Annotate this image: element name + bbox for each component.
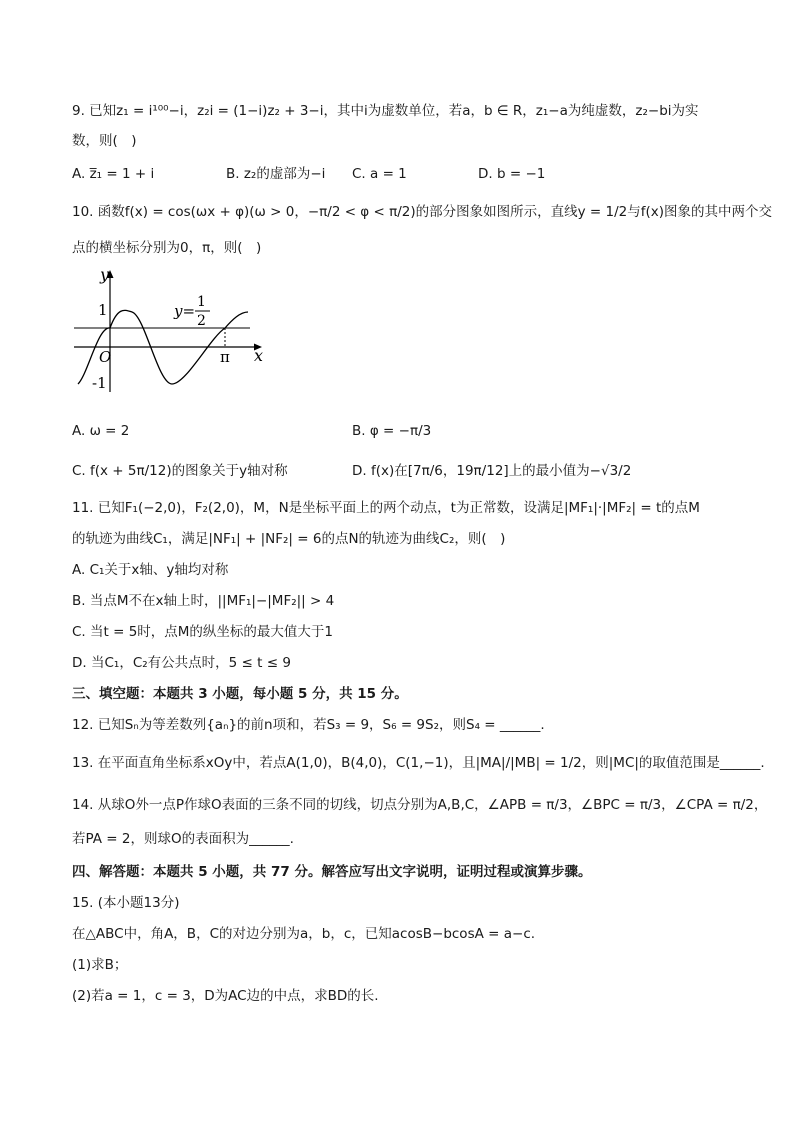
q10-option-b: B. φ = −π/3 [352, 423, 432, 439]
q9-stem-line2: 数，则( ) [72, 133, 137, 149]
q15-part-2: (2)若a = 1，c = 3，D为AC边的中点，求BD的长. [72, 988, 379, 1004]
tick-label-pi: π [220, 348, 230, 366]
q12: 12. 已知Sₙ为等差数列{aₙ}的前n项和，若S₃ = 9，S₆ = 9S₂，则S₄ = ______. [72, 717, 545, 733]
q11-option-d: D. 当C₁，C₂有公共点时，5 ≤ t ≤ 9 [72, 655, 291, 671]
q9-stem-line1: 9. 已知z₁ = i¹⁰⁰−i，z₂i = (1−i)z₂ + 3−i，其中i为虚数单位，若a，b ∈ R，z₁−a为纯虚数，z₂−bi为实 [72, 103, 699, 119]
x-axis-label: x [254, 346, 264, 365]
q9-option-a: A. z̅₁ = 1 + i [72, 166, 155, 182]
y-axis-label: y [100, 266, 110, 284]
q11-option-c: C. 当t = 5时，点M的纵坐标的最大值大于1 [72, 624, 334, 640]
q15-stem: 在△ABC中，角A，B，C的对边分别为a，b，c，已知acosB−bcosA = a−c. [72, 926, 536, 942]
tick-label-1: 1 [98, 301, 108, 319]
q11-option-a: A. C₁关于x轴、y轴均对称 [72, 562, 229, 578]
q15-part-1: (1)求B； [72, 957, 128, 973]
section-3-heading: 三、填空题：本题共 3 小题，每小题 5 分，共 15 分。 [72, 686, 408, 702]
q10-stem-line1: 10. 函数f(x) = cos(ωx + φ)(ω > 0，−π/2 < φ < π/2)的部分图象如图所示，直线y = 1/2与f(x)图象的其中两个交 [72, 204, 773, 220]
q9-option-b: B. z₂的虚部为−i [226, 166, 326, 182]
q9-option-d: D. b = −1 [478, 166, 546, 182]
q13: 13. 在平面直角坐标系xOy中，若点A(1,0)，B(4,0)，C(1,−1)，且|MA|/|MB| = 1/2，则|MC|的取值范围是______. [72, 755, 765, 771]
section-4-heading: 四、解答题：本题共 5 小题，共 77 分。解答应写出文字说明，证明过程或演算步骤。 [72, 864, 592, 880]
line-label-prefix: y= [174, 302, 196, 320]
q10-option-c: C. f(x + 5π/12)的图象关于y轴对称 [72, 463, 288, 479]
line-label-denominator: 2 [197, 313, 206, 329]
q14-stem-line2: 若PA = 2，则球O的表面积为______. [72, 831, 294, 847]
q11-stem-line1: 11. 已知F₁(−2,0)，F₂(2,0)，M，N是坐标平面上的两个动点，t为正常数，设满足|MF₁|·|MF₂| = t的点M [72, 500, 700, 516]
q14-stem-line1: 14. 从球O外一点P作球O表面的三条不同的切线，切点分别为A,B,C，∠APB = π/3，∠BPC = π/3，∠CPA = π/2， [72, 797, 768, 813]
q9-option-c: C. a = 1 [352, 166, 407, 182]
q10-stem-line2: 点的横坐标分别为0，π，则( ) [72, 240, 262, 256]
q10-option-d: D. f(x)在[7π/6，19π/12]上的最小值为−√3/2 [352, 463, 632, 479]
q11-option-b: B. 当点M不在x轴上时，||MF₁|−|MF₂|| > 4 [72, 593, 335, 609]
tick-label-neg1: -1 [92, 374, 107, 392]
q11-stem-line2: 的轨迹为曲线C₁，满足|NF₁| + |NF₂| = 6的点N的轨迹为曲线C₂，则( ) [72, 531, 506, 547]
q10-option-a: A. ω = 2 [72, 423, 130, 439]
q10-cosine-graph [70, 266, 270, 396]
line-label-numerator: 1 [197, 294, 206, 310]
origin-label: O [99, 348, 112, 366]
q15-heading: 15. (本小题13分) [72, 895, 180, 911]
